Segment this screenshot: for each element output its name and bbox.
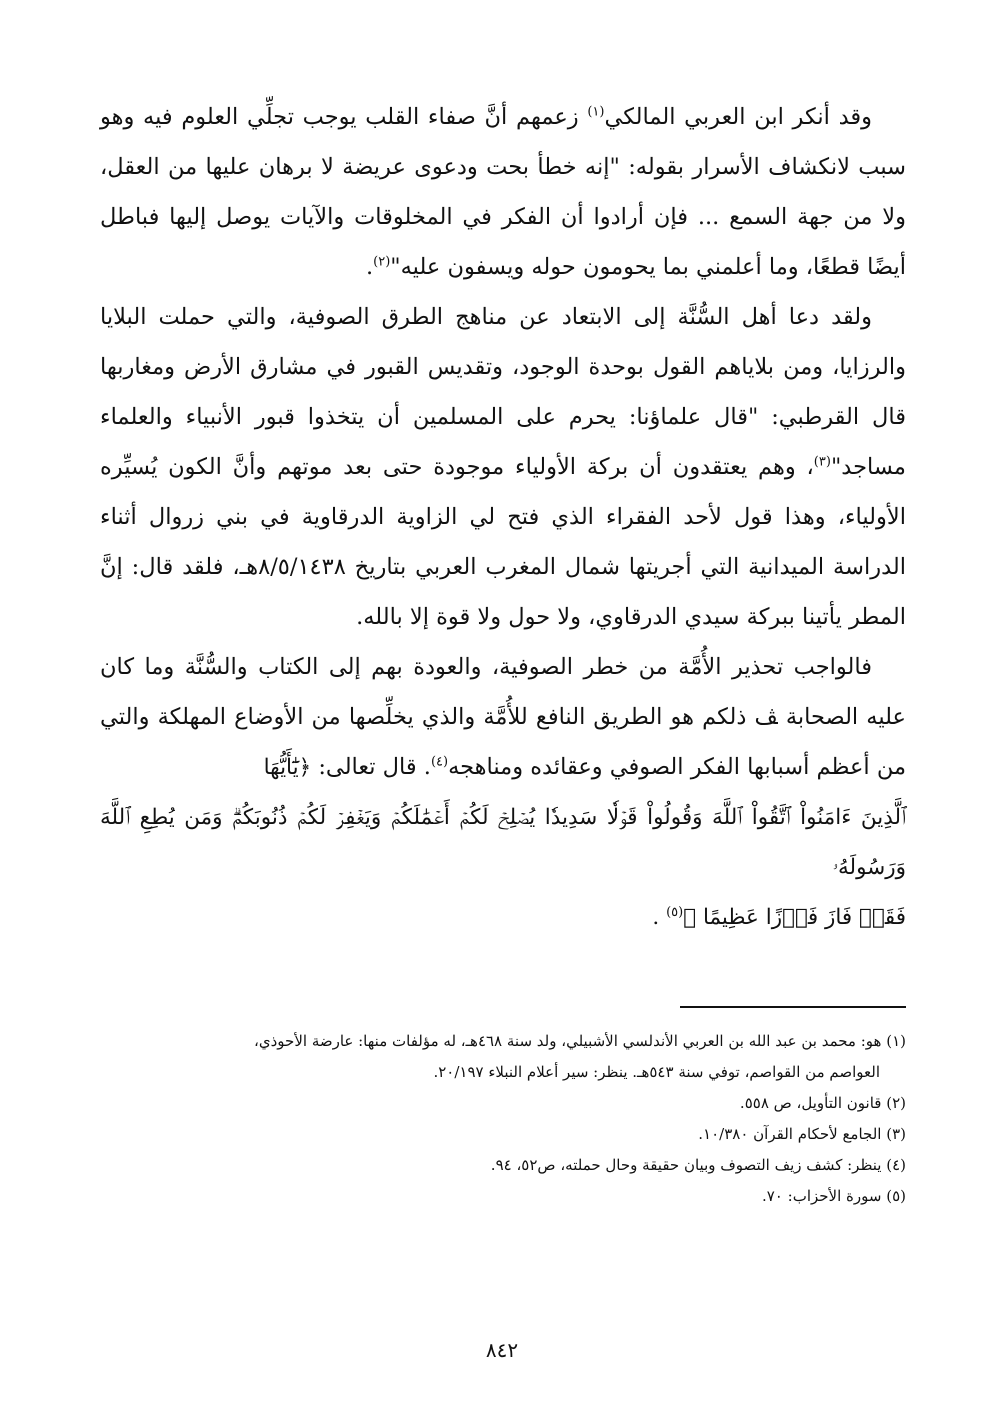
footnote-ref-3[interactable]: (٣)	[813, 454, 831, 470]
paragraph-2-text: ولقد دعا أهل السُّنَّة إلى الابتعاد عن مناهج الطرق الصوفية، والتي حملت البلايا والرزايا، ومن بلاياهم القول بوحدة الوجود، وتقديس القبور في مشارق الأرض ومغاربها قال القرطبي: "قال علماؤنا: يحرم على المسلمين أن يتخذوا قبور الأنبياء والعلماء مساجد"	[100, 304, 906, 480]
paragraph-2-text-cont: ، وهم يعتقدون أن بركة الأولياء موجودة حتى بعد موتهم وأنَّ الكون يُسيِّره الأولياء، وهذا قول لأحد الفقراء الذي فتح لي الزاوية الدرقاوية في بني زروال أثناء الدراسة الميدانية التي أجريتها شمال المغرب العربي بتاريخ ٨/٥/١٤٣٨هـ، فلقد قال: إنَّ المطر يأتينا ببركة سيدي الدرقاوي، ولا حول ولا قوة إلا بالله.	[100, 454, 907, 630]
footnote-ref-2[interactable]: (٢)	[373, 254, 391, 270]
footnote-ref-4[interactable]: (٤)	[430, 754, 449, 770]
footnote-1	[100, 1026, 906, 1057]
quran-period: .	[652, 905, 660, 930]
quran-verse-line: ٱلَّذِينَ ءَامَنُواْ ٱتَّقُواْ ٱللَّهَ وَقُولُواْ قَوۡلٗا سَدِيدٗا يُصۡلِحۡ لَكُمۡ أَعۡمَٰلَكُمۡ وَيَغۡفِرۡ لَكُمۡ ذُنُوبَكُمۡۗ وَمَن يُطِعِ ٱللَّهَ وَرَسُولَهُۥ	[100, 805, 906, 880]
quran-verse-end: فَقَدۡ فَازَ فَوۡزًا عَظِيمًا	[702, 905, 906, 930]
footnotes	[100, 1026, 906, 1212]
footnote-4-text: (٤) ينظر: كشف زيف التصوف وبيان حقيقة وحال حملته، ص٥٢، ٩٤.	[490, 1156, 906, 1174]
footnote-ref-5[interactable]: (٥)	[666, 904, 684, 920]
footnote-4	[100, 1150, 906, 1181]
paragraph-1-end: .	[365, 254, 374, 280]
footnote-5	[100, 1181, 906, 1212]
quran-verse-start: يَٰٓأَيُّهَا	[263, 755, 299, 780]
footnote-separator	[680, 1006, 906, 1008]
footnote-1-line-2: العواصم من القواصم، توفي سنة ٥٤٣هـ. ينظر: سير أعلام النبلاء ٢٠/١٩٧.	[433, 1063, 880, 1081]
footnote-2	[100, 1088, 906, 1119]
paragraph-1-text-cont: زعمهم أنَّ صفاء القلب يوجب تجلِّي العلوم فيه وهو سبب لانكشاف الأسرار بقوله: "إنه خطأ بحت ودعوى عريضة لا برهان عليها من العقل، ولا من جهة السمع ... فإن أرادوا أن الفكر في المخلوقات والآيات يوصل إليها فباطل أيضًا قطعًا، وما أعلمني بما يحومون حوله ويسفون عليه"	[100, 104, 906, 280]
footnote-1-line-1: (١) هو: محمد بن عبد الله بن العربي الأندلسي الأشبيلي، ولد سنة ٤٦٨هـ، له مؤلفات منها: عارضة الأحوذي،	[254, 1032, 906, 1050]
paragraph-3-text-cont: . قال تعالى:	[311, 754, 431, 780]
footnote-5-text: (٥) سورة الأحزاب: ٧٠.	[761, 1187, 906, 1205]
footnote-3-text: (٣) الجامع لأحكام القرآن ١٠/٣٨٠.	[698, 1125, 906, 1143]
paragraph-3	[100, 642, 906, 793]
quran-close-bracket: ﴾	[683, 905, 697, 930]
paragraph-2	[100, 292, 906, 642]
footnote-3	[100, 1119, 906, 1150]
quran-verse-line-final	[100, 893, 906, 943]
footnote-ref-1[interactable]: (١)	[587, 104, 605, 120]
footnote-1-continued	[100, 1057, 906, 1088]
quran-verse-block	[100, 793, 906, 943]
paragraph-1	[100, 92, 906, 292]
main-text	[100, 92, 906, 943]
paragraph-3-text: فالواجب تحذير الأُمَّة من خطر الصوفية، والعودة بهم إلى الكتاب والسُّنَّة وما كان عليه الصحابة ﭫ ذلكم هو الطريق النافع للأُمَّة والذي يخلِّصها من الأوضاع المهلكة والتي من أعظم أسبابها الفكر الصوفي وعقائده ومناهجه	[100, 654, 906, 780]
paragraph-1-text: وقد أنكر ابن العربي المالكي	[604, 104, 872, 130]
quran-open-bracket: ﴿	[298, 755, 312, 780]
page-number: ٨٤٢	[485, 1338, 519, 1362]
footnote-2-text: (٢) قانون التأويل، ص ٥٥٨.	[739, 1094, 906, 1112]
